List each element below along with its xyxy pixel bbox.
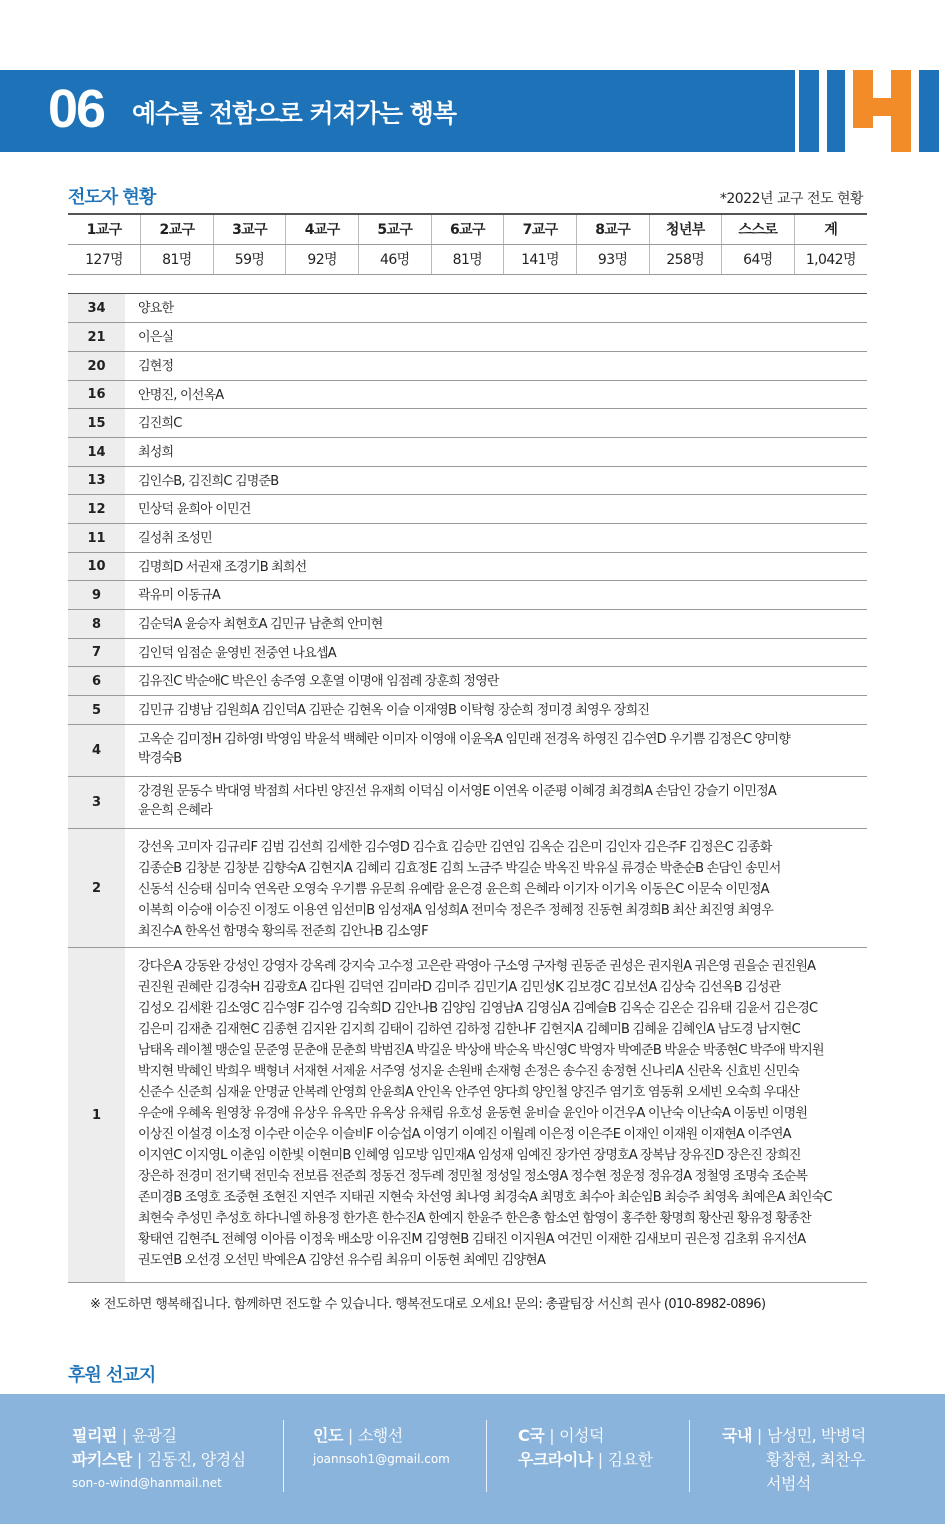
ranking-row	[68, 667, 867, 696]
summary-value: 81명	[431, 244, 504, 274]
summary-header: 2교구	[141, 214, 214, 244]
ranking-row	[68, 696, 867, 725]
ranking-count: 1	[68, 948, 125, 1282]
ranking-names: 이은실	[138, 330, 174, 345]
missionary-group	[313, 1424, 450, 1468]
ranking-row	[68, 294, 867, 323]
ranking-names: 김인수B, 김진희C 김명준B	[138, 474, 279, 489]
ranking-row	[68, 352, 867, 381]
ranking-row	[68, 639, 867, 667]
missionary-group	[518, 1424, 653, 1472]
missionary-names: 소행선	[357, 1426, 403, 1445]
ranking-count: 2	[68, 829, 125, 947]
ranking-names: 민상덕 윤희아 이민건	[138, 502, 251, 517]
mission-country: 파키스탄	[72, 1450, 132, 1469]
ranking-names: 김민규 김병남 김원희A 김인덕A 김판순 김현옥 이슬 이재영B 이탁형 장순희 정미경 최영우 장희진	[138, 703, 650, 718]
mission-section-title: 후원 선교지	[68, 1365, 156, 1386]
mission-country: 우크라이나	[518, 1450, 593, 1469]
summary-header: 5교구	[359, 214, 432, 244]
evangelism-section-title: 전도자 현황	[68, 187, 156, 208]
missionary-line	[313, 1424, 450, 1448]
summary-value-row	[68, 244, 867, 274]
missionary-email: joannsoh1@gmail.com	[313, 1452, 450, 1466]
church-logo	[795, 70, 945, 152]
missionary-group	[72, 1424, 246, 1492]
summary-header: 청년부	[649, 214, 722, 244]
column-divider	[283, 1420, 284, 1492]
ranking-row	[68, 725, 867, 777]
column-divider	[689, 1420, 690, 1492]
mission-panel	[0, 1394, 945, 1524]
ranking-names: 김명희D 서권재 조경기B 최희선	[138, 560, 307, 575]
summary-value: 1,042명	[794, 244, 867, 274]
ranking-row	[68, 409, 867, 438]
missionary-names: 황창현, 최찬우	[766, 1450, 865, 1469]
missionary-names: 김동진, 양경심	[146, 1450, 246, 1469]
ranking-row	[68, 438, 867, 467]
ranking-count: 34	[68, 294, 125, 322]
summary-value: 92명	[286, 244, 359, 274]
summary-header: 4교구	[286, 214, 359, 244]
summary-header: 3교구	[213, 214, 286, 244]
missionary-line	[518, 1448, 653, 1472]
page-title: 예수를 전함으로 커져가는 행복	[132, 99, 457, 128]
ranking-count: 12	[68, 495, 125, 523]
ranking-names: 최성희	[138, 445, 174, 460]
summary-header: 8교구	[576, 214, 649, 244]
missionary-line	[722, 1424, 866, 1448]
summary-header-row	[68, 214, 867, 244]
ranking-row	[68, 323, 867, 352]
column-divider	[486, 1420, 487, 1492]
missionary-names: 남성민, 박병덕	[766, 1426, 866, 1445]
separator: |	[756, 1426, 762, 1445]
missionary-names: 이성덕	[559, 1426, 604, 1445]
mission-country: C국	[518, 1426, 545, 1445]
ranking-names: 안명진, 이선옥A	[138, 388, 224, 403]
mission-country: 국내	[722, 1426, 752, 1445]
ranking-count: 14	[68, 438, 125, 466]
missionary-group	[722, 1424, 866, 1496]
header-banner	[0, 70, 945, 152]
separator: |	[136, 1450, 142, 1469]
ranking-row	[68, 829, 867, 948]
separator: |	[549, 1426, 555, 1445]
ranking-row	[68, 524, 867, 553]
ranking-row	[68, 467, 867, 495]
ranking-names: 김현정	[138, 359, 174, 374]
summary-header: 계	[794, 214, 867, 244]
mission-country: 인도	[313, 1426, 343, 1445]
ranking-count: 13	[68, 467, 125, 494]
ranking-row	[68, 948, 867, 1283]
ranking-count: 9	[68, 581, 125, 609]
ranking-count: 16	[68, 381, 125, 408]
missionary-email: son-o-wind@hanmail.net	[72, 1476, 222, 1490]
contact-footnote: ※ 전도하면 행복해집니다. 함께하면 전도할 수 있습니다. 행복전도대로 오세요! 문의: 총괄팀장 서신희 권사 (010-8982-0896)	[90, 1297, 766, 1312]
ranking-names: 고옥순 김미정H 김하영I 박영임 박윤석 백혜란 이미자 이영애 이윤옥A 임민래 전경옥 하영진 김수연D 우기쁨 김정은C 양미향 박경숙B	[138, 732, 790, 766]
summary-header: 1교구	[68, 214, 141, 244]
separator: |	[121, 1426, 127, 1445]
ranking-count: 21	[68, 323, 125, 351]
summary-value: 127명	[68, 244, 141, 274]
missionary-names: 서범석	[766, 1474, 811, 1493]
missionary-names: 윤광길	[131, 1426, 177, 1445]
missionary-line	[722, 1472, 866, 1496]
summary-header: 스스로	[722, 214, 795, 244]
ranking-names: 김인덕 임점순 윤영빈 전중연 나요셉A	[138, 646, 336, 661]
ranking-row	[68, 381, 867, 409]
missionary-names: 김요한	[607, 1450, 653, 1469]
stat-note: *2022년 교구 전도 현황	[719, 191, 863, 207]
summary-header: 7교구	[504, 214, 577, 244]
ranking-names: 곽유미 이동규A	[138, 588, 220, 603]
ranking-count: 8	[68, 610, 125, 638]
ranking-names: 강경원 문동수 박대영 박점희 서다빈 양진선 유재희 이덕심 이서영E 이연옥 이준평 이혜경 최경희A 손담인 강슬기 이민정A 윤은희 은혜라	[138, 784, 776, 818]
mission-country: 필리핀	[72, 1426, 117, 1445]
ranking-row	[68, 495, 867, 524]
ranking-names: 김순덕A 윤승자 최현호A 김민규 남춘희 안미현	[138, 617, 383, 632]
ranking-count: 7	[68, 639, 125, 666]
separator: |	[347, 1426, 353, 1445]
separator: |	[597, 1450, 603, 1469]
summary-value: 46명	[359, 244, 432, 274]
ranking-row	[68, 581, 867, 610]
ranking-names: 강선옥 고미자 김규리F 김범 김선희 김세한 김수영D 김수효 김승만 김연임 김옥순 김은미 김인자 김은주F 김정은C 김종화 김종순B 김창분 김창분 김향숙A 김현지A 김혜리 김효정E 김희 노금주 박길순 박옥진 박유실 류경순 박춘순B 손담인 송민서 신동석 신승태 심미숙 연옥란 오영숙 우기쁨 유문희 유예람 윤은경 윤은희 은혜라 이기자 이기옥 이동은C 이문숙 이민정A 이복희 이승애 이승진 이정도 이용연 임선미B 임성재A 임성희A 전미숙 정은주 정혜정 진동현 최경희B 최산 최진영 최영우 최진수A 한옥선 함명숙 황의록 전준희 김안나B 김소영F	[138, 840, 781, 939]
ranking-names: 김진희C	[138, 416, 182, 431]
summary-value: 141명	[504, 244, 577, 274]
missionary-line	[72, 1424, 246, 1448]
ranking-names: 길성취 조성민	[138, 531, 212, 546]
ranking-count: 20	[68, 352, 125, 380]
summary-table	[68, 213, 867, 275]
summary-header: 6교구	[431, 214, 504, 244]
evangelist-ranking-list	[68, 293, 867, 1283]
ranking-names: 김유진C 박순애C 박은인 송주영 오훈열 이명애 임점례 장훈희 정영란	[138, 674, 499, 689]
ranking-count: 3	[68, 777, 125, 828]
ranking-row	[68, 553, 867, 581]
ranking-count: 6	[68, 667, 125, 695]
summary-value: 81명	[141, 244, 214, 274]
ranking-count: 15	[68, 409, 125, 437]
ranking-row	[68, 610, 867, 639]
missionary-line	[72, 1448, 246, 1472]
ranking-names: 강다은A 강동완 강성인 강영자 강옥례 강지숙 고수정 고은란 곽영아 구소영 구자형 권동준 권성은 권지원A 궈은영 권을순 권진원A 권진원 권혜란 김경숙H 김광호A 김다원 김덕연 김미라D 김미주 김민기A 김민성K 김보경C 김보선A 김상숙 김선옥B 김성관 김성오 김세환 김소영C 김수영F 김수영 김숙희D 김안나B 김양임 김영남A 김영심A 김예슬B 김옥순 김온순 김유태 김윤서 김은경C 김은미 김재춘 김재현C 김종현 김지완 김지희 김태이 김하연 김하정 김한나F 김현지A 김혜미B 김혜윤 김혜인A 남도경 남지현C 남태옥 레이첼 맹순일 문준영 문춘애 문춘희 박범진A 박길운 박상애 박순옥 박신영C 박영자 박예준B 박윤순 박종현C 박주애 박지원 박지현 박혜인 박희우 백형녀 서재현 서제윤 서주영 성지윤 손원배 손재형 손정은 송수진 송정현 신나리A 신란옥 신효빈 신민숙 신준수 신준희 심재윤 안명균 안복례 안영희 안윤희A 안인옥 안주연 양다희 양인철 양진주 염기호 염동휘 오세빈 오숙희 우대산 우순애 우혜옥 원영창 유경애 유상우 유옥만 유옥상 유채림 유호성 윤동현 윤비슬 윤인아 이건우A 이난숙 이난숙A 이동빈 이명원 이상진 이설경 이소정 이수란 이순우 이슬비F 이승섭A 이영기 이예진 이월례 이은정 이은주E 이재인 이재원 이재현A 이주연A 이지연C 이지영L 이춘임 이한빛 이현미B 인혜영 임모방 임민재A 임성재 임예진 장가연 장명호A 장복남 장유진D 장은진 장희진 장은하 전경미 전기택 전민숙 전보름 전준희 정동건 정두례 정민철 정성일 정소영A 정수현 정운정 정유경A 정철영 조명숙 조순복 존미경B 조영호 조중현 조현진 지연주 지태권 지현숙 차선영 최나영 최경숙A 최명호 최수아 최순임B 최승주 최영옥 최예은A 최인숙C 최현숙 추성민 추성호 하다니엘 하용정 한가흔 한수진A 한예지 한윤주 한은총 함소연 함영이 홍주한 황명희 황산권 황유정 황종찬 황태연 김현주L 전혜영 이아름 이정욱 배소망 이유진M 김영현B 김태진 이지원A 여건민 이재한 김새보미 권은정 김초휘 유지선A 권도연B 오선경 오선민 박예은A 김양선 유수림 최유미 이동현 최예민 김양현A	[138, 959, 832, 1268]
ranking-count: 10	[68, 553, 125, 580]
summary-value: 258명	[649, 244, 722, 274]
ranking-names: 양요한	[138, 301, 174, 316]
summary-value: 59명	[213, 244, 286, 274]
ranking-count: 11	[68, 524, 125, 552]
ranking-count: 4	[68, 725, 125, 776]
ranking-row	[68, 777, 867, 829]
missionary-line	[722, 1448, 866, 1472]
ranking-count: 5	[68, 696, 125, 724]
section-number: 06	[48, 79, 105, 139]
missionary-line	[518, 1424, 653, 1448]
summary-value: 93명	[576, 244, 649, 274]
summary-value: 64명	[722, 244, 795, 274]
